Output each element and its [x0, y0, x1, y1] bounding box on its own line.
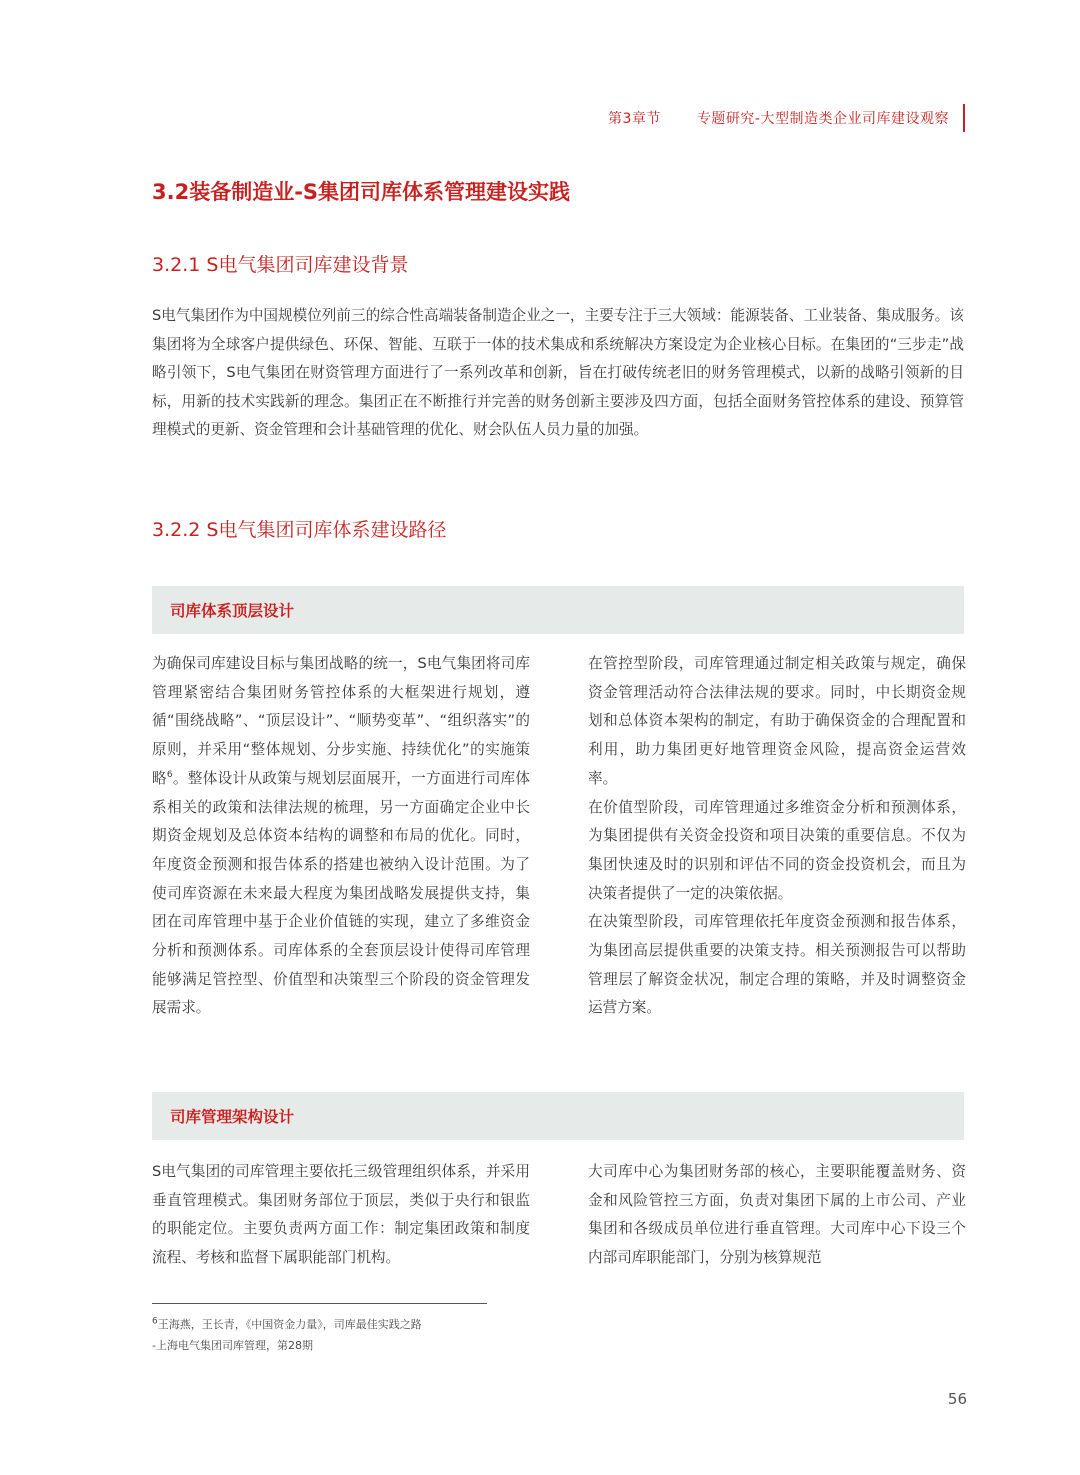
- text-after-footnote-ref: 。整体设计从政策与规划层面展开，一方面进行司库体系相关的政策和法律法规的梳理，另一方面确定企业中长期资金规划及总体资本结构的调整和布局的优化。同时，年度资金预测和报告体系的搭建也被纳入设计范围。为了使司库资源在未来最大程度为集团战略发展提供支持，集团在司库管理中基于企业价值链的实现，建立了多维资金分析和预测体系。司库体系的全套顶层设计使得司库管理能够满足管控型、价值型和决策型三个阶段的资金管理发展需求。: [152, 769, 530, 1017]
- footnote-marker: 6: [152, 1316, 158, 1327]
- text-before-footnote-ref: 为确保司库建设目标与集团战略的统一，S电气集团将司库管理紧密结合集团财务管控体系的大框架进行规划，遵循“围绕战略”、“顶层设计”、“顺势变革”、“组织落实”的原则，并采用“整体规划、分步实施、持续优化”的实施策略: [152, 655, 530, 787]
- footnote: [152, 1314, 422, 1356]
- box-header-architecture-design: [152, 1092, 964, 1140]
- value-stage-paragraph: 在价值型阶段，司库管理通过多维资金分析和预测体系，为集团提供有关资金投资和项目决策的重要信息。不仅为集团快速及时的识别和评估不同的资金投资机会，而且为决策者提供了一定的决策依据。: [588, 798, 966, 902]
- top-level-design-left-column: [152, 650, 530, 1023]
- running-header: [608, 104, 965, 132]
- header-title: 专题研究-大型制造类企业司库建设观察: [696, 111, 949, 127]
- architecture-left-paragraph: S电气集团的司库管理主要依托三级管理组织体系，并采用垂直管理模式。集团财务部位于顶层，类似于央行和银监的职能定位。主要负责两方面工作：制定集团政策和制度流程、考核和监督下属职能部门机构。: [152, 1163, 530, 1267]
- top-level-design-paragraph: [152, 650, 530, 1023]
- subsection-title-background: 3.2.1 S电气集团司库建设背景: [152, 254, 409, 276]
- architecture-right-paragraph: 大司库中心为集团财务部的核心，主要职能覆盖财务、资金和风险管控三方面，负责对集团下属的上市公司、产业集团和各级成员单位进行垂直管理。大司库中心下设三个内部司库职能部门，分别为核算规范: [588, 1163, 966, 1267]
- footnote-divider: [152, 1303, 487, 1304]
- control-stage-paragraph: 在管控型阶段，司库管理通过制定相关政策与规定，确保资金管理活动符合法律法规的要求。同时，中长期资金规划和总体资本架构的制定，有助于确保资金的合理配置和利用，助力集团更好地管理资金风险，提高资金运营效率。: [588, 655, 966, 787]
- box-title-top-level-design: 司库体系顶层设计: [170, 602, 295, 620]
- architecture-right-column: [588, 1158, 966, 1273]
- footnote-line-2: -上海电气集团司库管理，第28期: [152, 1339, 313, 1352]
- architecture-left-column: [152, 1158, 530, 1273]
- footnote-line-1: [152, 1314, 422, 1335]
- page-number: 56: [947, 1390, 967, 1408]
- box-title-architecture-design: 司库管理架构设计: [170, 1108, 295, 1126]
- top-level-design-right-column: [588, 650, 966, 1023]
- footnote-reference: 6: [166, 769, 173, 780]
- header-divider: [963, 104, 965, 132]
- background-paragraph: S电气集团作为中国规模位列前三的综合性高端装备制造企业之一，主要专注于三大领域：能源装备、工业装备、集成服务。该集团将为全球客户提供绿色、环保、智能、互联于一体的技术集成和系统解决方案设定为企业核心目标。在集团的“三步走”战略引领下，S电气集团在财资管理方面进行了一系列改革和创新，旨在打破传统老旧的财务管理模式，以新的战略引领新的目标，用新的技术实践新的理念。集团正在不断推行并完善的财务创新主要涉及四方面，包括全面财务管控体系的建设、预算管理模式的更新、资金管理和会计基础管理的优化、财会队伍人员力量的加强。: [152, 307, 964, 439]
- box-header-top-level-design: [152, 586, 964, 634]
- section-title: 3.2装备制造业-S集团司库体系管理建设实践: [152, 180, 571, 204]
- subsection-title-path: 3.2.2 S电气集团司库体系建设路径: [152, 519, 447, 541]
- footnote-text-1: 王海燕，王长青，《中国资金力量》，司库最佳实践之路: [157, 1318, 422, 1331]
- header-chapter: 第3章节: [608, 111, 661, 127]
- decision-stage-paragraph: 在决策型阶段，司库管理依托年度资金预测和报告体系，为集团高层提供重要的决策支持。相关预测报告可以帮助管理层了解资金状况，制定合理的策略，并及时调整资金运营方案。: [588, 913, 966, 1017]
